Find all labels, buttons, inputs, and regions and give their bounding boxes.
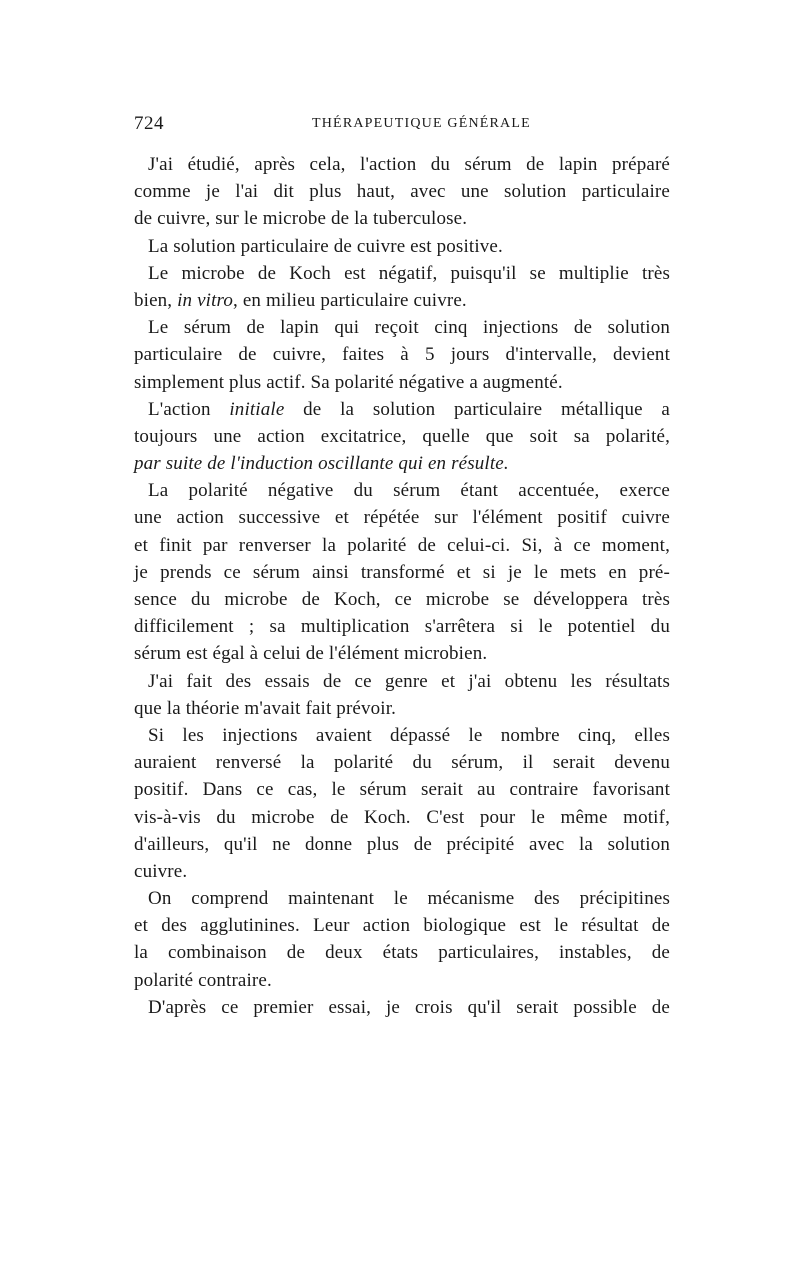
text-line: J'ai étudié, après cela, l'action du sérum de lapin préparé [148, 154, 670, 175]
text-line: sérum est égal à celui de l'élément microbien. [134, 643, 488, 665]
text-line: je prends ce sérum ainsi transformé et si je le mets en pré- [134, 561, 670, 583]
text-line: La polarité négative du sérum étant accentuée, exerce [148, 480, 670, 502]
page-number: 724 [134, 113, 164, 134]
text-line: Le microbe de Koch est négatif, puisqu'il se multiplie très [148, 262, 670, 284]
text-line: auraient renversé la polarité du sérum, il serait devenu [134, 752, 670, 774]
text-line: La solution particulaire de cuivre est positive. [148, 235, 503, 257]
italic-term: in vitro [177, 289, 234, 311]
body-text [134, 151, 670, 1021]
running-title: THÉRAPEUTIQUE GÉNÉRALE [312, 116, 531, 131]
text-line [134, 396, 670, 423]
text-line: On comprend maintenant le mécanisme des précipitines [148, 888, 670, 910]
text-line: sence du microbe de Koch, ce microbe se développera très [134, 589, 670, 610]
text-line: polarité contraire. [134, 969, 272, 991]
italic-term: initiale [229, 398, 285, 420]
text-line: cuivre. [134, 860, 188, 882]
italic-phrase: par suite de l'induction oscillante qui en résulte. [134, 453, 509, 475]
text-segment: bien, [134, 289, 178, 311]
text-line: comme je l'ai dit plus haut, avec une solution particulaire [134, 181, 670, 203]
text-line: Le sérum de lapin qui reçoit cinq injections de solution [148, 317, 670, 339]
text-line: Si les injections avaient dépassé le nombre cinq, elles [148, 724, 670, 746]
text-line: toujours une action excitatrice, quelle que soit sa polarité, [134, 425, 670, 447]
running-head [134, 113, 682, 137]
text-line: positif. Dans ce cas, le sérum serait au contraire favorisant [134, 779, 670, 801]
text-line: et des agglutinines. Leur action biologique est le résultat de [134, 915, 670, 937]
text-segment: L'action [148, 398, 230, 420]
text-segment: , en milieu particulaire cuivre. [233, 289, 467, 311]
text-line: vis-à-vis du microbe de Koch. C'est pour le même motif, [134, 806, 670, 828]
text-segment: de la solution particulaire métallique a [284, 398, 670, 420]
text-line: de cuivre, sur le microbe de la tuberculose. [134, 208, 468, 230]
text-line: d'ailleurs, qu'il ne donne plus de précipité avec la solution [134, 833, 670, 855]
text-line: la combinaison de deux états particulaires, instables, de [134, 942, 670, 964]
text-line: particulaire de cuivre, faites à 5 jours d'intervalle, devient [134, 344, 670, 366]
text-line: D'après ce premier essai, je crois qu'il serait possible de [148, 996, 670, 1018]
text-line: difficilement ; sa multiplication s'arrêtera si le potentiel du [134, 616, 670, 638]
text-line: une action successive et répétée sur l'élément positif cuivre [134, 507, 670, 529]
text-line: simplement plus actif. Sa polarité négative a augmenté. [134, 371, 563, 393]
text-line: et finit par renverser la polarité de celui-ci. Si, à ce moment, [134, 534, 670, 556]
text-line [134, 450, 670, 477]
text-line [134, 287, 670, 314]
text-line: que la théorie m'avait fait prévoir. [134, 697, 397, 719]
text-line: J'ai fait des essais de ce genre et j'ai obtenu les résultats [148, 670, 670, 692]
